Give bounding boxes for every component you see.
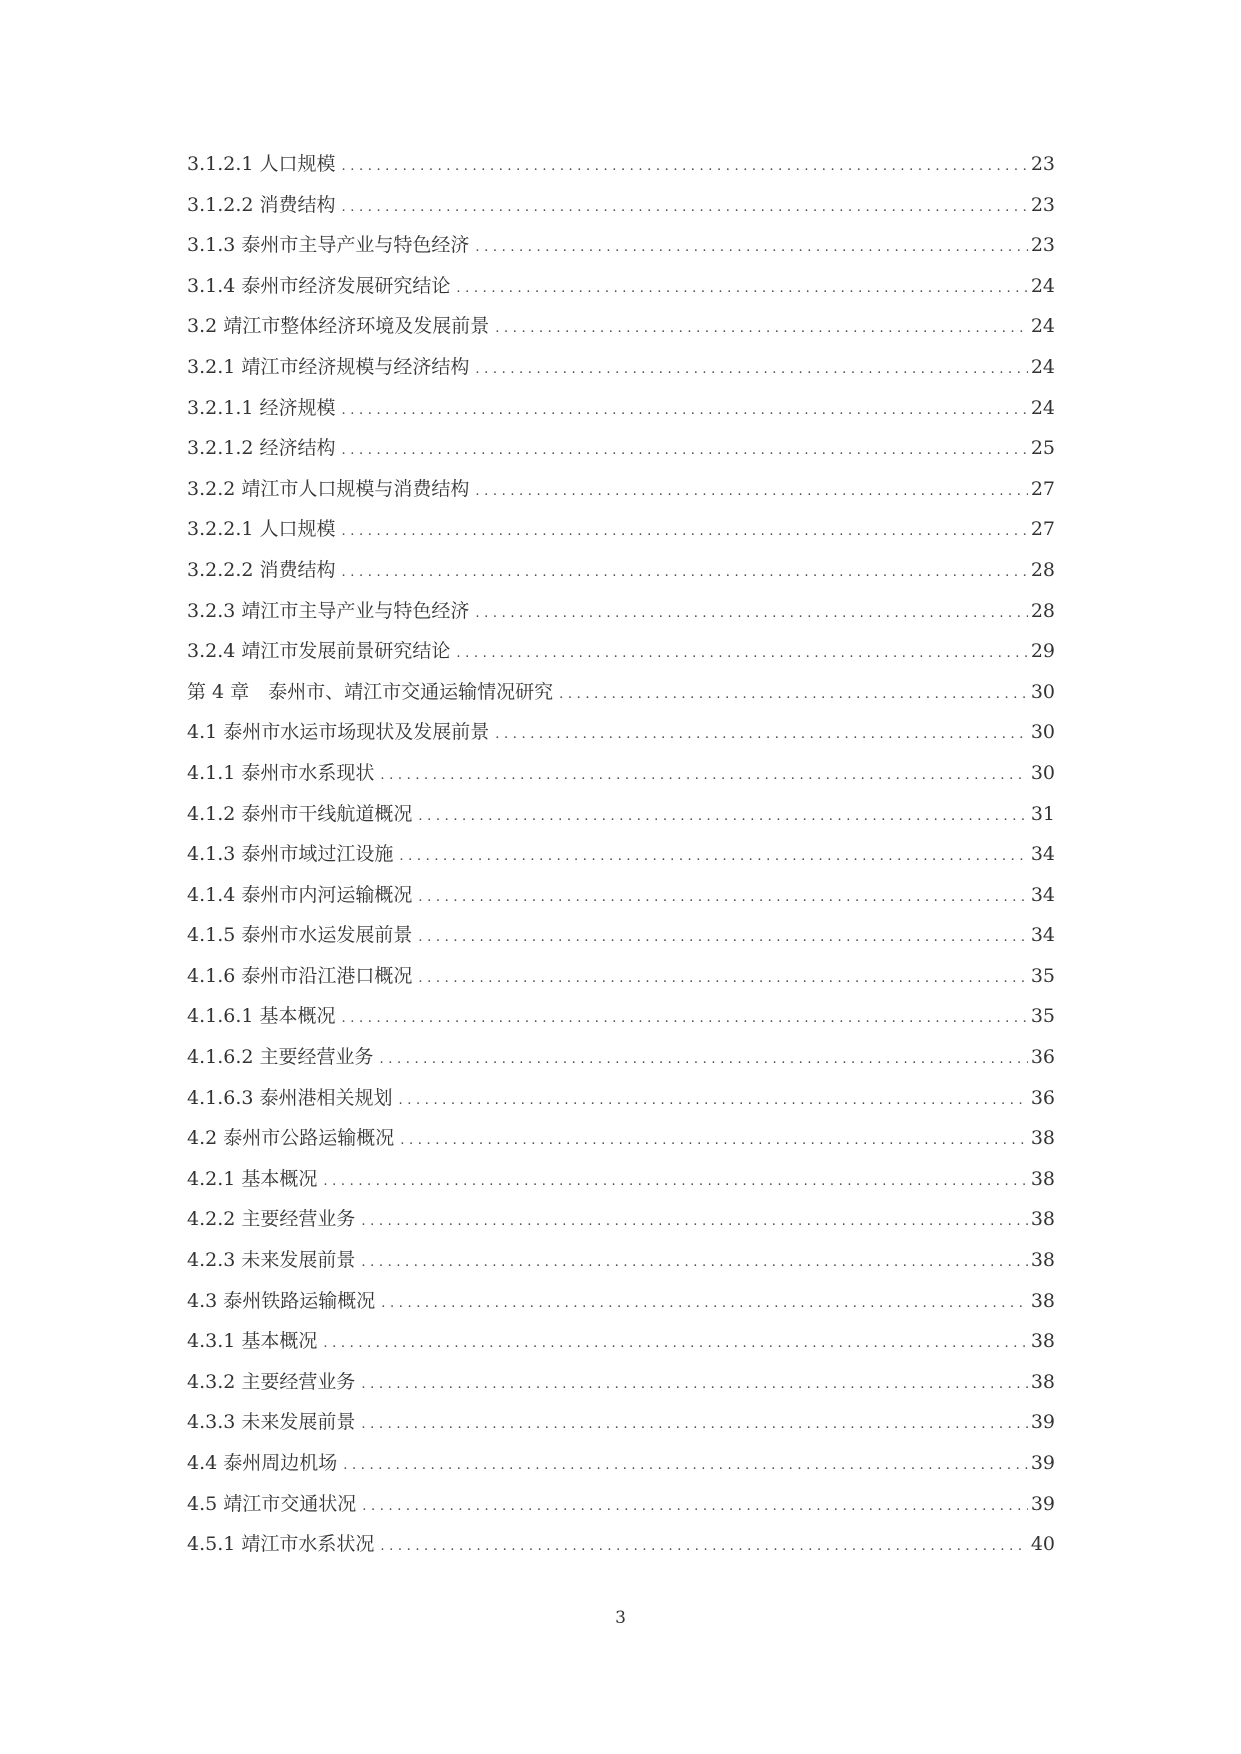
toc-leader-dots [361,1252,1027,1274]
toc-entry-label: 3.2.1.1 经济规模 [187,396,336,419]
toc-entry-label: 3.2 靖江市整体经济环境及发展前景 [187,315,490,338]
page-number: 3 [615,1608,626,1628]
toc-leader-dots [342,400,1028,422]
toc-entry[interactable] [187,1249,1055,1290]
toc-entry-label: 4.1.6.1 基本概况 [187,1005,336,1028]
toc-entry[interactable] [187,1046,1055,1087]
toc-entry-label: 4.3.1 基本概况 [187,1330,318,1353]
toc-entry-label: 4.3.2 主要经营业务 [187,1370,356,1393]
toc-entry-page: 28 [1030,599,1055,622]
toc-entry-page: 34 [1030,843,1055,866]
toc-leader-dots [475,603,1027,625]
toc-leader-dots [559,684,1028,706]
toc-entry-label: 3.1.4 泰州市经济发展研究结论 [187,274,451,297]
toc-entry-label: 3.1.2.2 消费结构 [187,193,336,216]
toc-entry-page: 30 [1030,761,1055,784]
toc-leader-dots [495,318,1028,340]
toc-entry[interactable] [187,315,1055,356]
toc-leader-dots [399,846,1027,868]
toc-entry-page: 23 [1030,234,1055,257]
toc-entry-page: 27 [1030,518,1055,541]
toc-entry[interactable] [187,762,1055,803]
toc-entry-label: 3.2.1 靖江市经济规模与经济结构 [187,355,470,378]
toc-entry-label: 3.2.2.2 消费结构 [187,558,336,581]
toc-leader-dots [361,1374,1027,1396]
toc-entry[interactable] [187,1411,1055,1452]
toc-leader-dots [342,156,1028,178]
toc-entry[interactable] [187,1005,1055,1046]
toc-entry-page: 24 [1030,274,1055,297]
toc-entry[interactable] [187,478,1055,519]
toc-entry[interactable] [187,681,1055,722]
toc-entry-label: 4.2 泰州市公路运输概况 [187,1127,395,1150]
toc-entry-page: 38 [1030,1330,1055,1353]
toc-leader-dots [381,1293,1028,1315]
toc-entry-page: 29 [1030,640,1055,663]
toc-entry-label: 4.4 泰州周边机场 [187,1452,338,1474]
toc-entry[interactable] [187,194,1055,235]
toc-entry[interactable] [187,1208,1055,1249]
toc-leader-dots [495,724,1028,746]
toc-leader-dots [418,968,1027,990]
toc-entry-label: 4.5 靖江市交通状况 [187,1492,357,1515]
toc-entry-label: 3.2.3 靖江市主导产业与特色经济 [187,599,470,622]
toc-entry[interactable] [187,397,1055,438]
toc-entry[interactable] [187,1290,1055,1331]
toc-entry[interactable] [187,1087,1055,1128]
toc-entry[interactable] [187,356,1055,397]
toc-entry-page: 38 [1030,1370,1055,1393]
toc-entry-label: 3.2.4 靖江市发展前景研究结论 [187,640,451,663]
toc-entry-label: 4.1.2 泰州市干线航道概况 [187,802,413,825]
toc-entry[interactable] [187,153,1055,194]
toc-entry-label: 4.3 泰州铁路运输概况 [187,1289,376,1312]
toc-leader-dots [342,562,1028,584]
toc-leader-dots [362,1496,1028,1518]
toc-entry-page: 34 [1030,924,1055,947]
toc-entry[interactable] [187,437,1055,478]
toc-entry-page: 39 [1030,1411,1055,1434]
toc-entry-page: 38 [1030,1289,1055,1312]
toc-entry[interactable] [187,518,1055,559]
toc-leader-dots [342,1008,1028,1030]
toc-leader-dots [361,1211,1027,1233]
toc-leader-dots [418,887,1027,909]
toc-leader-dots [456,278,1027,300]
toc-leader-dots [342,521,1028,543]
toc-entry-label: 4.1.6.3 泰州港相关规划 [187,1086,393,1109]
toc-entry-page: 27 [1030,477,1055,500]
toc-leader-dots [400,1130,1028,1152]
toc-entry[interactable] [187,275,1055,316]
toc-entry[interactable] [187,1533,1055,1574]
toc-entry-label: 4.3.3 未来发展前景 [187,1411,356,1434]
toc-entry-label: 3.1.2.1 人口规模 [187,153,336,175]
toc-leader-dots [380,1536,1027,1558]
table-of-contents [187,153,1055,1574]
toc-entry[interactable] [187,1168,1055,1209]
toc-entry-page: 30 [1030,721,1055,744]
toc-entry-page: 24 [1030,315,1055,338]
toc-entry-page: 30 [1030,680,1055,703]
toc-entry-page: 35 [1030,1005,1055,1028]
toc-entry-label: 4.1 泰州市水运市场现状及发展前景 [187,721,490,744]
toc-leader-dots [361,1414,1027,1436]
toc-entry-label: 4.1.6.2 主要经营业务 [187,1046,374,1069]
toc-entry-page: 36 [1030,1086,1055,1109]
toc-entry-label: 3.1.3 泰州市主导产业与特色经济 [187,234,470,257]
toc-leader-dots [418,927,1027,949]
toc-entry-page: 24 [1030,355,1055,378]
toc-entry-page: 38 [1030,1249,1055,1272]
toc-leader-dots [418,806,1027,828]
toc-entry[interactable] [187,803,1055,844]
toc-entry-page: 40 [1030,1533,1055,1556]
toc-entry-label: 3.2.2.1 人口规模 [187,518,336,541]
toc-entry-page: 36 [1030,1046,1055,1069]
toc-entry[interactable] [187,559,1055,600]
toc-entry[interactable] [187,843,1055,884]
toc-entry[interactable] [187,924,1055,965]
toc-entry-label: 4.1.3 泰州市域过江设施 [187,843,394,866]
toc-entry-label: 3.2.1.2 经济结构 [187,437,336,460]
toc-entry[interactable] [187,234,1055,275]
toc-entry-label: 4.5.1 靖江市水系状况 [187,1533,375,1556]
toc-entry-page: 28 [1030,558,1055,581]
toc-entry[interactable] [187,640,1055,681]
toc-entry-page: 34 [1030,883,1055,906]
toc-entry-label: 第 4 章 泰州市、靖江市交通运输情况研究 [187,680,554,703]
toc-entry-page: 23 [1030,153,1055,175]
toc-entry-page: 31 [1030,802,1055,825]
toc-leader-dots [399,1090,1028,1112]
toc-leader-dots [323,1171,1027,1193]
toc-entry-page: 38 [1030,1208,1055,1231]
toc-entry-label: 4.1.1 泰州市水系现状 [187,761,375,784]
toc-entry-page: 38 [1030,1127,1055,1150]
toc-entry[interactable] [187,1371,1055,1412]
toc-leader-dots [475,481,1027,503]
toc-entry-label: 4.2.2 主要经营业务 [187,1208,356,1231]
toc-entry[interactable] [187,884,1055,925]
toc-entry-page: 24 [1030,396,1055,419]
toc-entry[interactable] [187,1493,1055,1534]
toc-leader-dots [475,359,1027,381]
toc-leader-dots [343,1455,1028,1477]
toc-entry-page: 25 [1030,437,1055,460]
toc-entry-label: 4.1.6 泰州市沿江港口概况 [187,964,413,987]
toc-leader-dots [380,765,1027,787]
toc-entry-page: 39 [1030,1452,1055,1474]
toc-entry-page: 38 [1030,1167,1055,1190]
toc-entry-page: 23 [1030,193,1055,216]
toc-entry-label: 3.2.2 靖江市人口规模与消费结构 [187,477,470,500]
toc-entry[interactable] [187,721,1055,762]
toc-leader-dots [342,440,1028,462]
toc-entry-label: 4.1.5 泰州市水运发展前景 [187,924,413,947]
toc-leader-dots [323,1333,1027,1355]
toc-entry[interactable] [187,600,1055,641]
toc-entry-label: 4.2.3 未来发展前景 [187,1249,356,1272]
toc-leader-dots [342,197,1028,219]
toc-entry[interactable] [187,1452,1055,1493]
toc-entry-page: 35 [1030,964,1055,987]
toc-entry-label: 4.2.1 基本概况 [187,1167,318,1190]
toc-entry[interactable] [187,1330,1055,1371]
toc-entry[interactable] [187,965,1055,1006]
toc-leader-dots [456,643,1027,665]
toc-leader-dots [380,1049,1028,1071]
toc-entry-label: 4.1.4 泰州市内河运输概况 [187,883,413,906]
toc-leader-dots [475,237,1027,259]
toc-entry-page: 39 [1030,1492,1055,1515]
toc-entry[interactable] [187,1127,1055,1168]
